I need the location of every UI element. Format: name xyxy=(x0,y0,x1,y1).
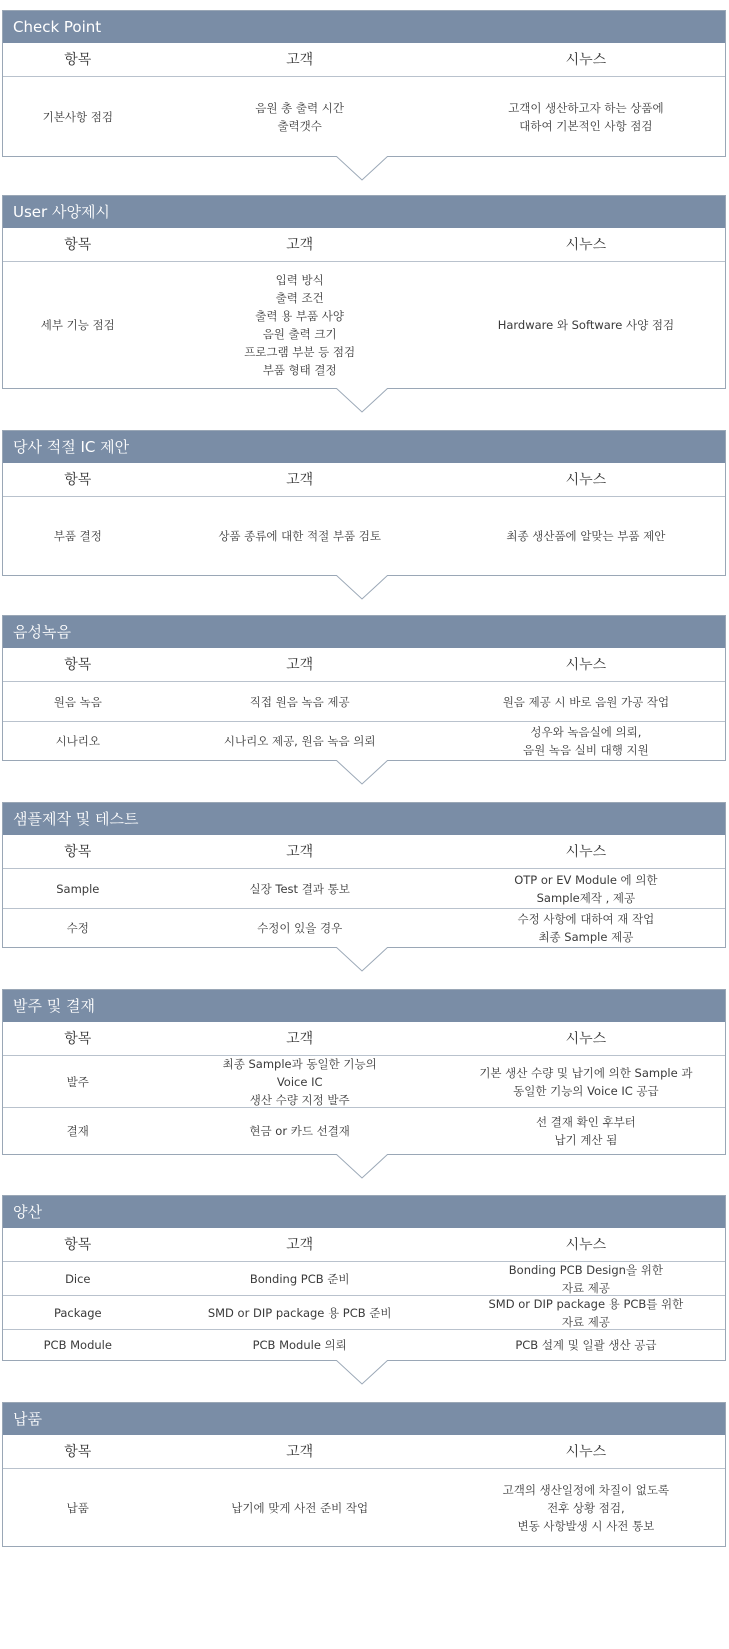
table-header xyxy=(3,463,725,496)
table-header xyxy=(3,1022,725,1055)
customer-cell: 음원 총 출력 시간 출력갯수 xyxy=(255,100,345,133)
chevron-down-icon xyxy=(336,575,388,601)
table-row xyxy=(3,1329,725,1360)
synus-cell: 고객의 생산일정에 차질이 없도록 전후 상황 점검, 변동 사항발생 시 사전 통보 xyxy=(502,1482,670,1533)
section-title: 양산 xyxy=(3,1196,725,1228)
item-cell: 세부 기능 점검 xyxy=(40,318,115,332)
customer-cell: 시나리오 제공, 원음 녹음 의뢰 xyxy=(223,734,376,748)
table-row xyxy=(3,681,725,721)
section-title: 당사 적절 IC 제안 xyxy=(3,431,725,463)
section-title: Check Point xyxy=(3,11,725,43)
column-customer-header: 고객 xyxy=(286,1236,314,1253)
item-cell: Package xyxy=(53,1305,102,1320)
column-customer-header: 고객 xyxy=(286,843,314,860)
section-voice-recording xyxy=(2,615,726,761)
section-user-spec xyxy=(2,195,726,389)
table-header xyxy=(3,1435,725,1468)
column-synus-header: 시누스 xyxy=(565,51,607,68)
synus-cell: Hardware 와 Software 사양 점검 xyxy=(497,318,675,332)
column-synus-header: 시누스 xyxy=(565,1030,607,1047)
column-synus-header: 시누스 xyxy=(565,471,607,488)
column-customer-header: 고객 xyxy=(286,236,314,253)
column-synus-header: 시누스 xyxy=(565,843,607,860)
item-cell: 시나리오 xyxy=(55,734,100,748)
column-synus-header: 시누스 xyxy=(565,236,607,253)
item-cell: 부품 결정 xyxy=(53,529,102,543)
chevron-down-icon xyxy=(336,1154,388,1180)
customer-cell: 입력 방식 출력 조건 출력 용 부품 사양 음원 출력 크기 프로그램 부분 등 점검 부품 형태 결정 xyxy=(244,273,356,377)
table-row xyxy=(3,1107,725,1154)
section-title: 음성녹음 xyxy=(3,616,725,648)
table-row xyxy=(3,1055,725,1107)
item-cell: 원음 녹음 xyxy=(53,694,102,709)
customer-cell: 최종 Sample과 동일한 기능의 Voice IC 생산 수량 지정 발주 xyxy=(222,1056,377,1107)
column-synus-header: 시누스 xyxy=(565,1443,607,1460)
column-customer-header: 고객 xyxy=(286,1030,314,1047)
chevron-down-icon xyxy=(336,1360,388,1386)
table-row xyxy=(3,261,725,388)
synus-cell: 수정 사항에 대하여 재 작업 최종 Sample 제공 xyxy=(517,912,655,944)
customer-cell: 실장 Test 결과 통보 xyxy=(249,881,350,896)
table-row xyxy=(3,76,725,156)
synus-cell: Bonding PCB Design을 위한 자료 제공 xyxy=(508,1262,663,1295)
item-cell: Sample xyxy=(56,881,100,896)
column-customer-header: 고객 xyxy=(286,471,314,488)
column-item-header: 항목 xyxy=(64,471,92,488)
synus-cell: 기본 생산 수량 및 납기에 의한 Sample 과 동일한 기능의 Voice IC 공급 xyxy=(479,1065,693,1098)
item-cell: Dice xyxy=(65,1271,91,1286)
column-synus-header: 시누스 xyxy=(565,1236,607,1253)
section-mass-production xyxy=(2,1195,726,1361)
column-item-header: 항목 xyxy=(64,843,92,860)
item-cell: 기본사항 점검 xyxy=(42,109,113,124)
table-row xyxy=(3,1468,725,1546)
customer-cell: 납기에 맞게 사전 준비 작업 xyxy=(231,1500,369,1515)
synus-cell: 최종 생산품에 알맞는 부품 제안 xyxy=(506,529,666,543)
item-cell: 납품 xyxy=(66,1500,89,1515)
table-header xyxy=(3,1228,725,1261)
section-title: 발주 및 결재 xyxy=(3,990,725,1022)
customer-cell: SMD or DIP package 용 PCB 준비 xyxy=(207,1305,392,1320)
table-header xyxy=(3,228,725,261)
synus-cell: 성우와 녹음실에 의뢰, 음원 녹음 실비 대행 지원 xyxy=(523,725,649,757)
column-customer-header: 고객 xyxy=(286,656,314,673)
column-item-header: 항목 xyxy=(64,1443,92,1460)
table-row xyxy=(3,1295,725,1329)
column-item-header: 항목 xyxy=(64,656,92,673)
table-row xyxy=(3,868,725,908)
customer-cell: 상품 종류에 대한 적절 부품 검토 xyxy=(218,529,382,543)
column-item-header: 항목 xyxy=(64,236,92,253)
chevron-down-icon xyxy=(336,156,388,182)
section-order-payment xyxy=(2,989,726,1155)
table-header xyxy=(3,835,725,868)
section-sample-test xyxy=(2,802,726,948)
chevron-down-icon xyxy=(336,760,388,786)
column-customer-header: 고객 xyxy=(286,1443,314,1460)
item-cell: 발주 xyxy=(66,1074,89,1089)
customer-cell: Bonding PCB 준비 xyxy=(249,1271,350,1286)
customer-cell: 수정이 있을 경우 xyxy=(257,921,343,935)
section-check-point xyxy=(2,10,726,157)
column-item-header: 항목 xyxy=(64,1236,92,1253)
customer-cell: 직접 원음 녹음 제공 xyxy=(249,694,350,709)
column-item-header: 항목 xyxy=(64,51,92,68)
column-customer-header: 고객 xyxy=(286,51,314,68)
synus-cell: 고객이 생산하고자 하는 상품에 대하여 기본적인 사항 점검 xyxy=(508,100,664,133)
item-cell: PCB Module xyxy=(43,1338,112,1352)
section-title: 납품 xyxy=(3,1403,725,1435)
table-row xyxy=(3,496,725,575)
column-synus-header: 시누스 xyxy=(565,656,607,673)
chevron-down-icon xyxy=(336,947,388,973)
table-header xyxy=(3,43,725,76)
synus-cell: 선 결재 확인 후부터 납기 계산 됨 xyxy=(535,1115,636,1147)
section-title: 샘플제작 및 테스트 xyxy=(3,803,725,835)
customer-cell: PCB Module 의뢰 xyxy=(252,1338,347,1352)
column-item-header: 항목 xyxy=(64,1030,92,1047)
table-row xyxy=(3,1261,725,1295)
section-title: User 사양제시 xyxy=(3,196,725,228)
table-header xyxy=(3,648,725,681)
chevron-down-icon xyxy=(336,388,388,414)
customer-cell: 현금 or 카드 선결재 xyxy=(249,1124,350,1138)
section-delivery xyxy=(2,1402,726,1547)
synus-cell: PCB 설계 및 일괄 생산 공급 xyxy=(515,1338,657,1352)
table-row xyxy=(3,721,725,760)
synus-cell: 원음 제공 시 바로 음원 가공 작업 xyxy=(502,694,670,709)
item-cell: 결재 xyxy=(66,1124,89,1138)
table-row xyxy=(3,908,725,947)
item-cell: 수정 xyxy=(66,921,89,935)
synus-cell: OTP or EV Module 에 의한 Sample제작 , 제공 xyxy=(514,872,658,905)
synus-cell: SMD or DIP package 용 PCB를 위한 자료 제공 xyxy=(488,1296,684,1329)
section-ic-proposal xyxy=(2,430,726,576)
